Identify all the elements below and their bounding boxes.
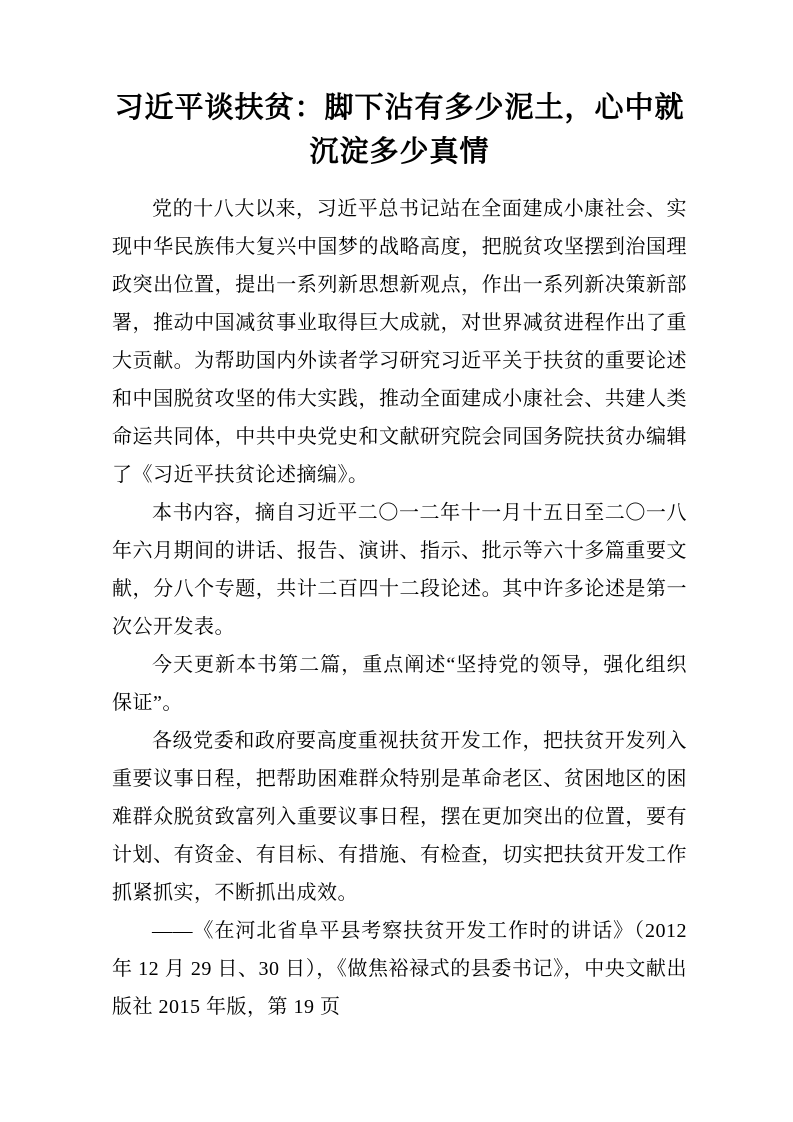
paragraph-citation: ——《在河北省阜平县考察扶贫开发工作时的讲话》（2012 年 12 月 29 日、30 日），《做焦裕禄式的县委书记》，中央文献出版社 2015 年版，第 19 页	[112, 920, 687, 1018]
paragraph-quote: 各级党委和政府要高度重视扶贫开发工作，把扶贫开发列入重要议事日程，把帮助困难群众特别是革命老区、贫困地区的困难群众脱贫致富列入重要议事日程，摆在更加突出的位置，要有计划、有资金、有目标、有措施、有检查，切实把扶贫开发工作抓紧抓实，不断抓出成效。	[112, 730, 687, 904]
document-body	[112, 190, 687, 1026]
document-title: 习近平谈扶贫：脚下沾有多少泥土，心中就沉淀多少真情	[114, 92, 685, 168]
paragraph-update-note: 今天更新本书第二篇，重点阐述“坚持党的领导，强化组织保证”。	[112, 654, 687, 714]
paragraph-intro: 党的十八大以来，习近平总书记站在全面建成小康社会、实现中华民族伟大复兴中国梦的战略高度，把脱贫攻坚摆到治国理政突出位置，提出一系列新思想新观点，作出一系列新决策新部署，推动中国减贫事业取得巨大成就，对世界减贫进程作出了重大贡献。为帮助国内外读者学习研究习近平关于扶贫的重要论述和中国脱贫攻坚的伟大实践，推动全面建成小康社会、共建人类命运共同体，中共中央党史和文献研究院会同国务院扶贫办编辑了《习近平扶贫论述摘编》。	[112, 198, 687, 486]
paragraph-book-contents: 本书内容，摘自习近平二〇一二年十一月十五日至二〇一八年六月期间的讲话、报告、演讲、指示、批示等六十多篇重要文献，分八个专题，共计二百四十二段论述。其中许多论述是第一次公开发表。	[112, 502, 687, 638]
